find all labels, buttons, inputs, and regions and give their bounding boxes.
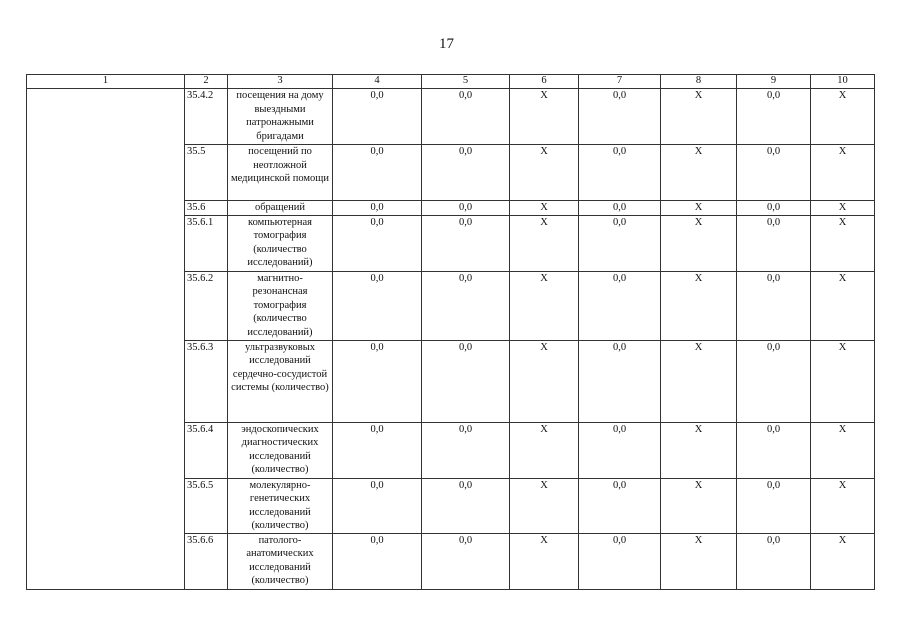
row-code: 35.6.2	[185, 271, 228, 340]
cell-col7: 0,0	[579, 201, 661, 216]
cell-col6: X	[510, 340, 579, 422]
cell-col4: 0,0	[333, 271, 422, 340]
cell-col8: X	[661, 201, 737, 216]
cell-col4: 0,0	[333, 145, 422, 201]
row-code: 35.6.4	[185, 422, 228, 478]
cell-col9: 0,0	[737, 271, 811, 340]
cell-col6: X	[510, 89, 579, 145]
cell-col7: 0,0	[579, 271, 661, 340]
column-header: 1	[27, 75, 185, 89]
cell-col5: 0,0	[422, 271, 510, 340]
cell-col10: X	[811, 533, 875, 589]
cell-col8: X	[661, 271, 737, 340]
row-code: 35.6.3	[185, 340, 228, 422]
cell-col8: X	[661, 422, 737, 478]
column-header: 3	[228, 75, 333, 89]
row-name: магнитно-резонансная томография (количество исследований)	[228, 271, 333, 340]
row-name: посещения на дому выездными патронажными бригадами	[228, 89, 333, 145]
row-code: 35.6.1	[185, 215, 228, 271]
header-row	[27, 75, 875, 89]
cell-col10: X	[811, 215, 875, 271]
cell-col9: 0,0	[737, 201, 811, 216]
row-name: молекулярно-генетических исследований (количество)	[228, 478, 333, 533]
cell-col10: X	[811, 145, 875, 201]
cell-col6: X	[510, 145, 579, 201]
cell-col5: 0,0	[422, 533, 510, 589]
cell-col5: 0,0	[422, 340, 510, 422]
row-code: 35.6.5	[185, 478, 228, 533]
page-number: 17	[439, 36, 454, 52]
cell-col5: 0,0	[422, 422, 510, 478]
cell-col7: 0,0	[579, 340, 661, 422]
row-name: посещений по неотложной медицинской помощи	[228, 145, 333, 201]
cell-col5: 0,0	[422, 145, 510, 201]
cell-col9: 0,0	[737, 215, 811, 271]
row-name: обращений	[228, 201, 333, 216]
row-code: 35.6.6	[185, 533, 228, 589]
column-header: 6	[510, 75, 579, 89]
cell-col8: X	[661, 89, 737, 145]
cell-col9: 0,0	[737, 478, 811, 533]
column-header: 10	[811, 75, 875, 89]
cell-col4: 0,0	[333, 422, 422, 478]
cell-col10: X	[811, 478, 875, 533]
cell-col6: X	[510, 422, 579, 478]
column-header: 9	[737, 75, 811, 89]
cell-col6: X	[510, 533, 579, 589]
cell-col6: X	[510, 215, 579, 271]
row-code: 35.6	[185, 201, 228, 216]
cell-col9: 0,0	[737, 89, 811, 145]
cell-col4: 0,0	[333, 478, 422, 533]
cell-col5: 0,0	[422, 89, 510, 145]
cell-col7: 0,0	[579, 422, 661, 478]
row-name: патолого-анатомических исследований (количество)	[228, 533, 333, 589]
cell-col9: 0,0	[737, 422, 811, 478]
cell-col4: 0,0	[333, 201, 422, 216]
cell-col8: X	[661, 215, 737, 271]
cell-col7: 0,0	[579, 89, 661, 145]
cell-col8: X	[661, 478, 737, 533]
cell-col7: 0,0	[579, 478, 661, 533]
cell-col6: X	[510, 201, 579, 216]
column-header: 7	[579, 75, 661, 89]
cell-col8: X	[661, 145, 737, 201]
cell-col7: 0,0	[579, 145, 661, 201]
cell-col8: X	[661, 533, 737, 589]
cell-col5: 0,0	[422, 478, 510, 533]
cell-col9: 0,0	[737, 533, 811, 589]
cell-col5: 0,0	[422, 215, 510, 271]
cell-col8: X	[661, 340, 737, 422]
cell-col6: X	[510, 271, 579, 340]
row-name: эндоскопических диагностических исследований (количество)	[228, 422, 333, 478]
table-row	[27, 89, 875, 145]
cell-col5: 0,0	[422, 201, 510, 216]
cell-col4: 0,0	[333, 533, 422, 589]
column-header: 2	[185, 75, 228, 89]
cell-col10: X	[811, 89, 875, 145]
cell-col10: X	[811, 201, 875, 216]
cell-col6: X	[510, 478, 579, 533]
row-name: компьютерная томография (количество исследований)	[228, 215, 333, 271]
cell-col4: 0,0	[333, 340, 422, 422]
cell-col10: X	[811, 271, 875, 340]
column-header: 5	[422, 75, 510, 89]
row-name: ультразвуковых исследований сердечно-сосудистой системы (количество)	[228, 340, 333, 422]
cell-col9: 0,0	[737, 145, 811, 201]
column-header: 4	[333, 75, 422, 89]
cell-col4: 0,0	[333, 215, 422, 271]
group-cell	[27, 89, 185, 590]
cell-col10: X	[811, 340, 875, 422]
report-table	[26, 74, 875, 590]
cell-col10: X	[811, 422, 875, 478]
cell-col9: 0,0	[737, 340, 811, 422]
row-code: 35.5	[185, 145, 228, 201]
cell-col4: 0,0	[333, 89, 422, 145]
row-code: 35.4.2	[185, 89, 228, 145]
cell-col7: 0,0	[579, 215, 661, 271]
cell-col7: 0,0	[579, 533, 661, 589]
column-header: 8	[661, 75, 737, 89]
